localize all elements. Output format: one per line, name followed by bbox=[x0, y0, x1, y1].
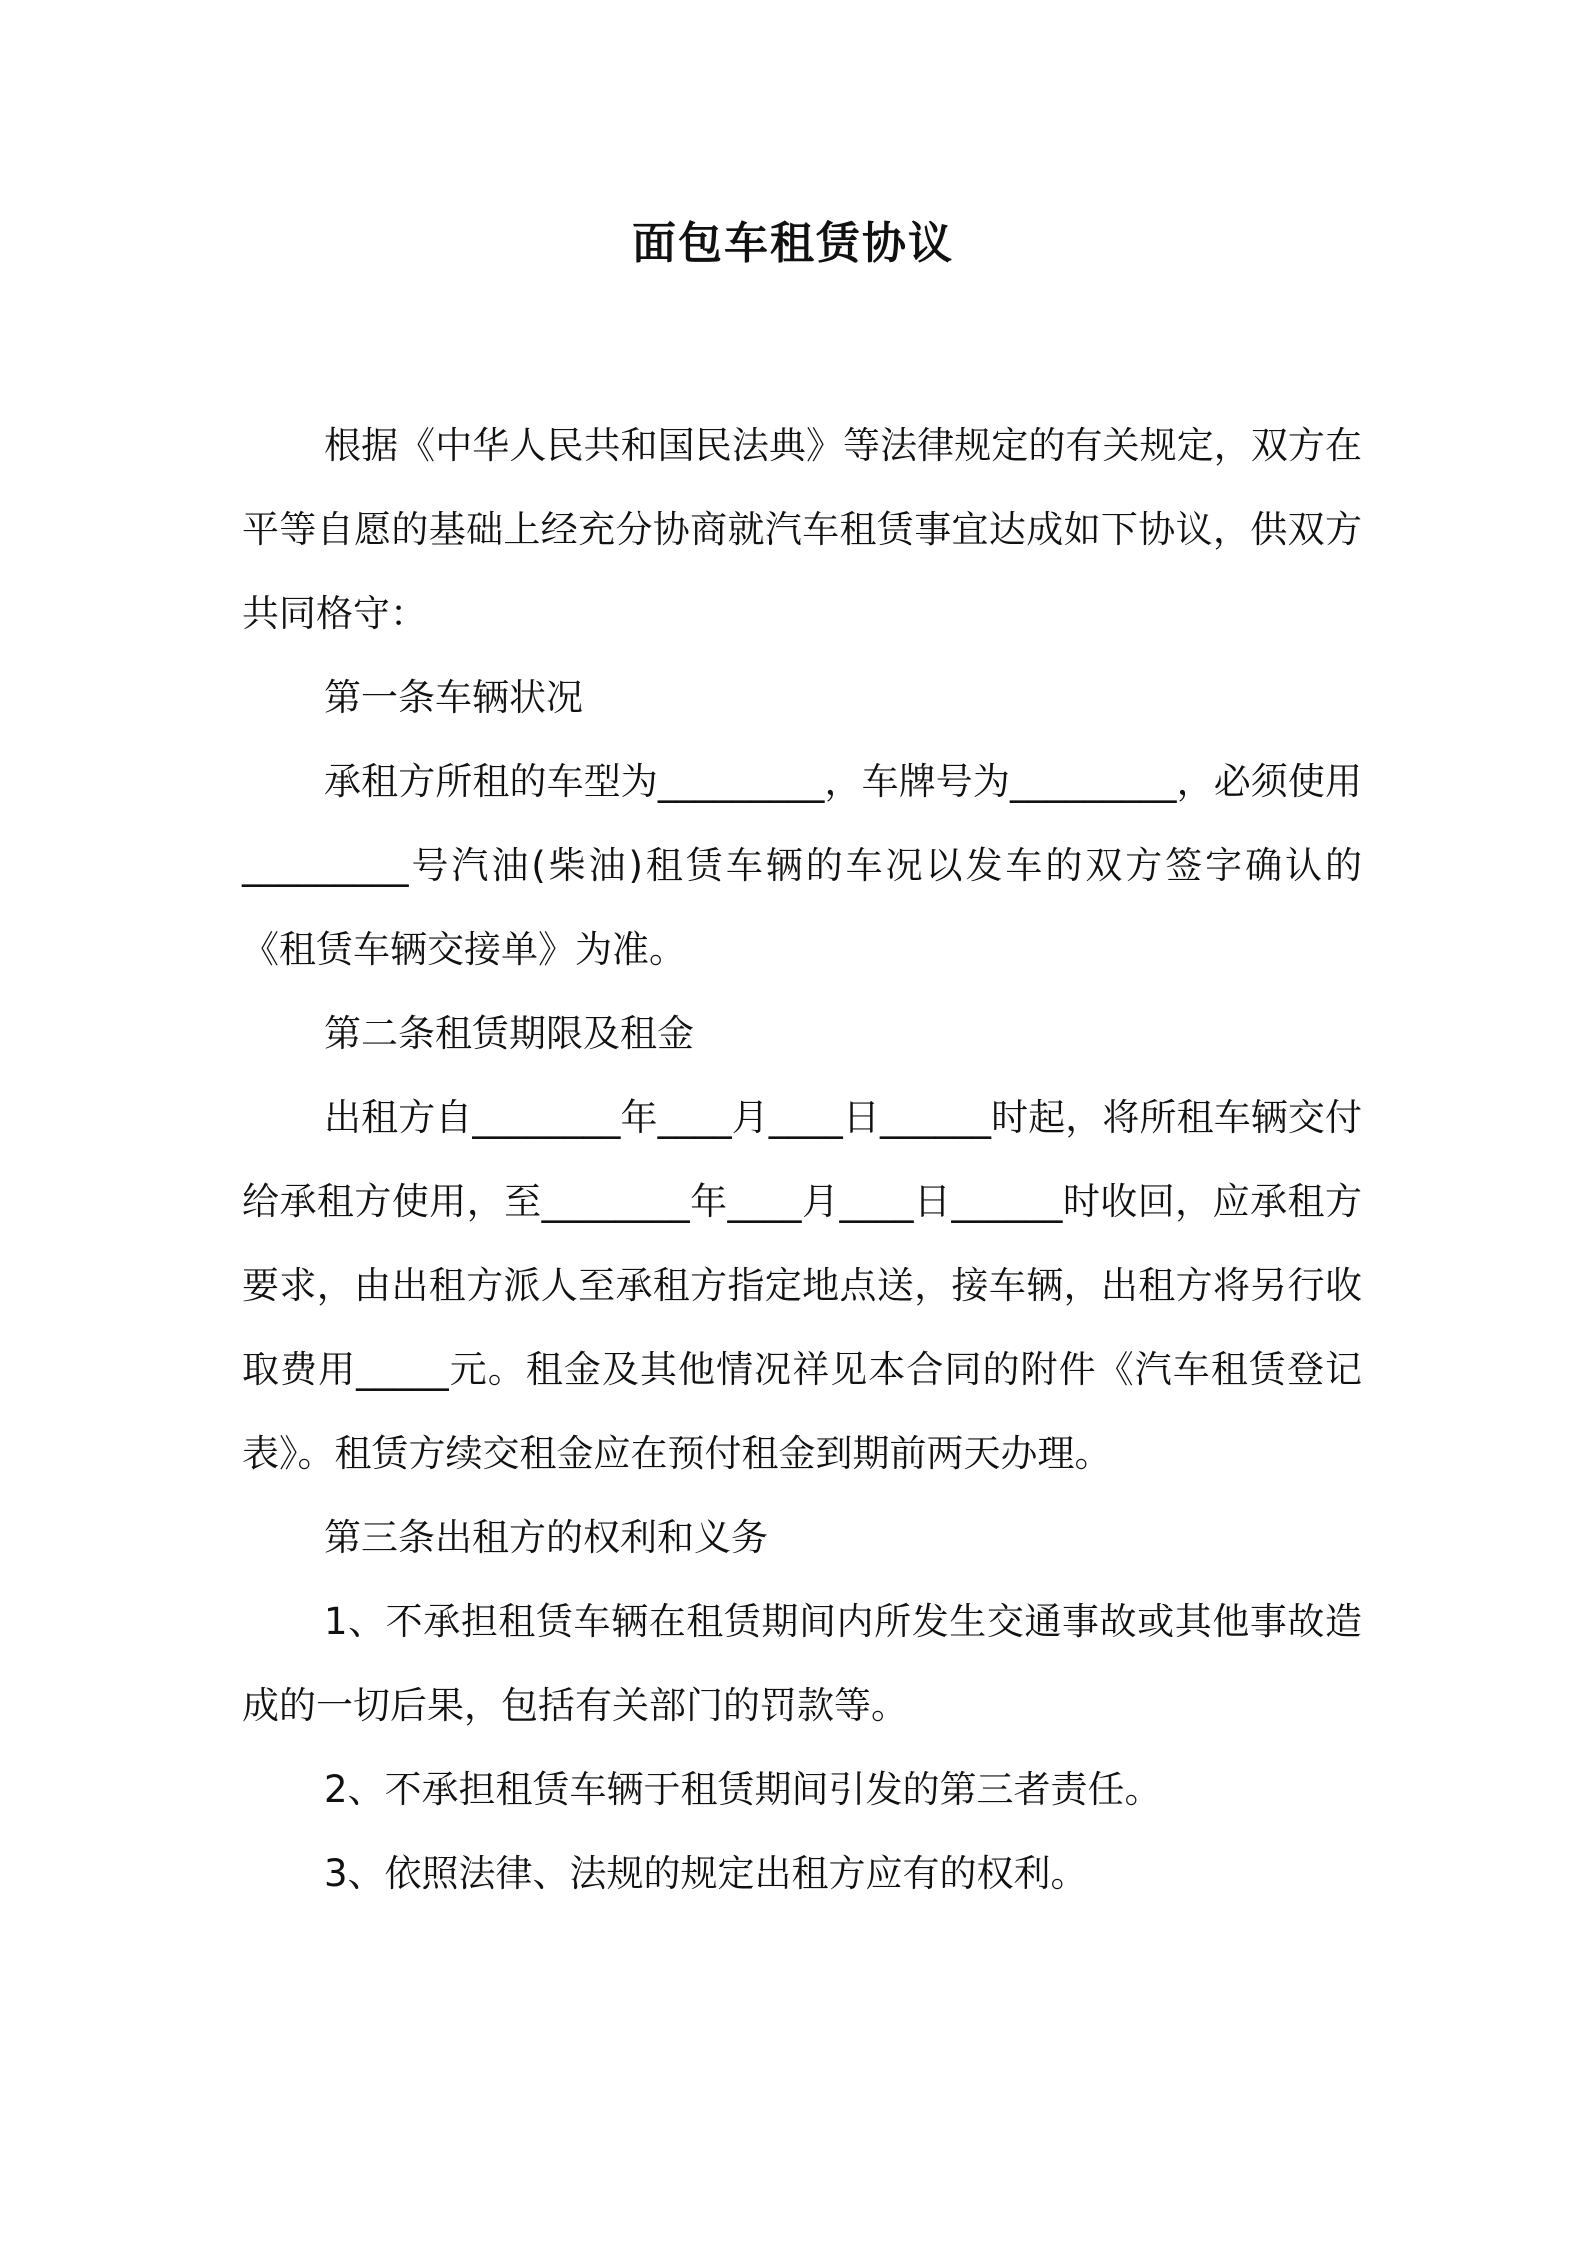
article-2-heading: 第二条租赁期限及租金 bbox=[324, 1012, 694, 1055]
article-3-item-1: 1、不承担租赁车辆在租赁期间内所发生交通事故或其他事故造成的一切后果，包括有关部门的罚款等。 bbox=[242, 1600, 1362, 1727]
intro-paragraph: 根据《中华人民共和国民法典》等法律规定的有关规定，双方在平等自愿的基础上经充分协商就汽车租赁事宜达成如下协议，供双方共同格守： bbox=[242, 424, 1362, 635]
article-1-paragraph: 承租方所租的车型为_________，车牌号为_________，必须使用_________号汽油(柴油)租赁车辆的车况以发车的双方签字确认的《租赁车辆交接单》为准。 bbox=[242, 760, 1362, 971]
document-title: 面包车租赁协议 bbox=[632, 218, 954, 269]
article-1-heading: 第一条车辆状况 bbox=[324, 676, 583, 719]
article-3-item-3: 3、依照法律、法规的规定出租方应有的权利。 bbox=[324, 1852, 1088, 1895]
article-3-item-2: 2、不承担租赁车辆于租赁期间引发的第三者责任。 bbox=[324, 1768, 1162, 1811]
article-3-heading: 第三条出租方的权利和义务 bbox=[324, 1516, 768, 1559]
article-2-paragraph: 出租方自________年____月____日______时起，将所租车辆交付给承租方使用，至________年____月____日______时收回，应承租方要求，由出租方派人至承租方指定地点送，接车辆，出租方将另行收取费用_____元。租金及其他情况祥见本合同的附件《汽车租赁登记表》。租赁方续交租金应在预付租金到期前两天办理。 bbox=[242, 1096, 1362, 1475]
document-body bbox=[242, 404, 1362, 1916]
